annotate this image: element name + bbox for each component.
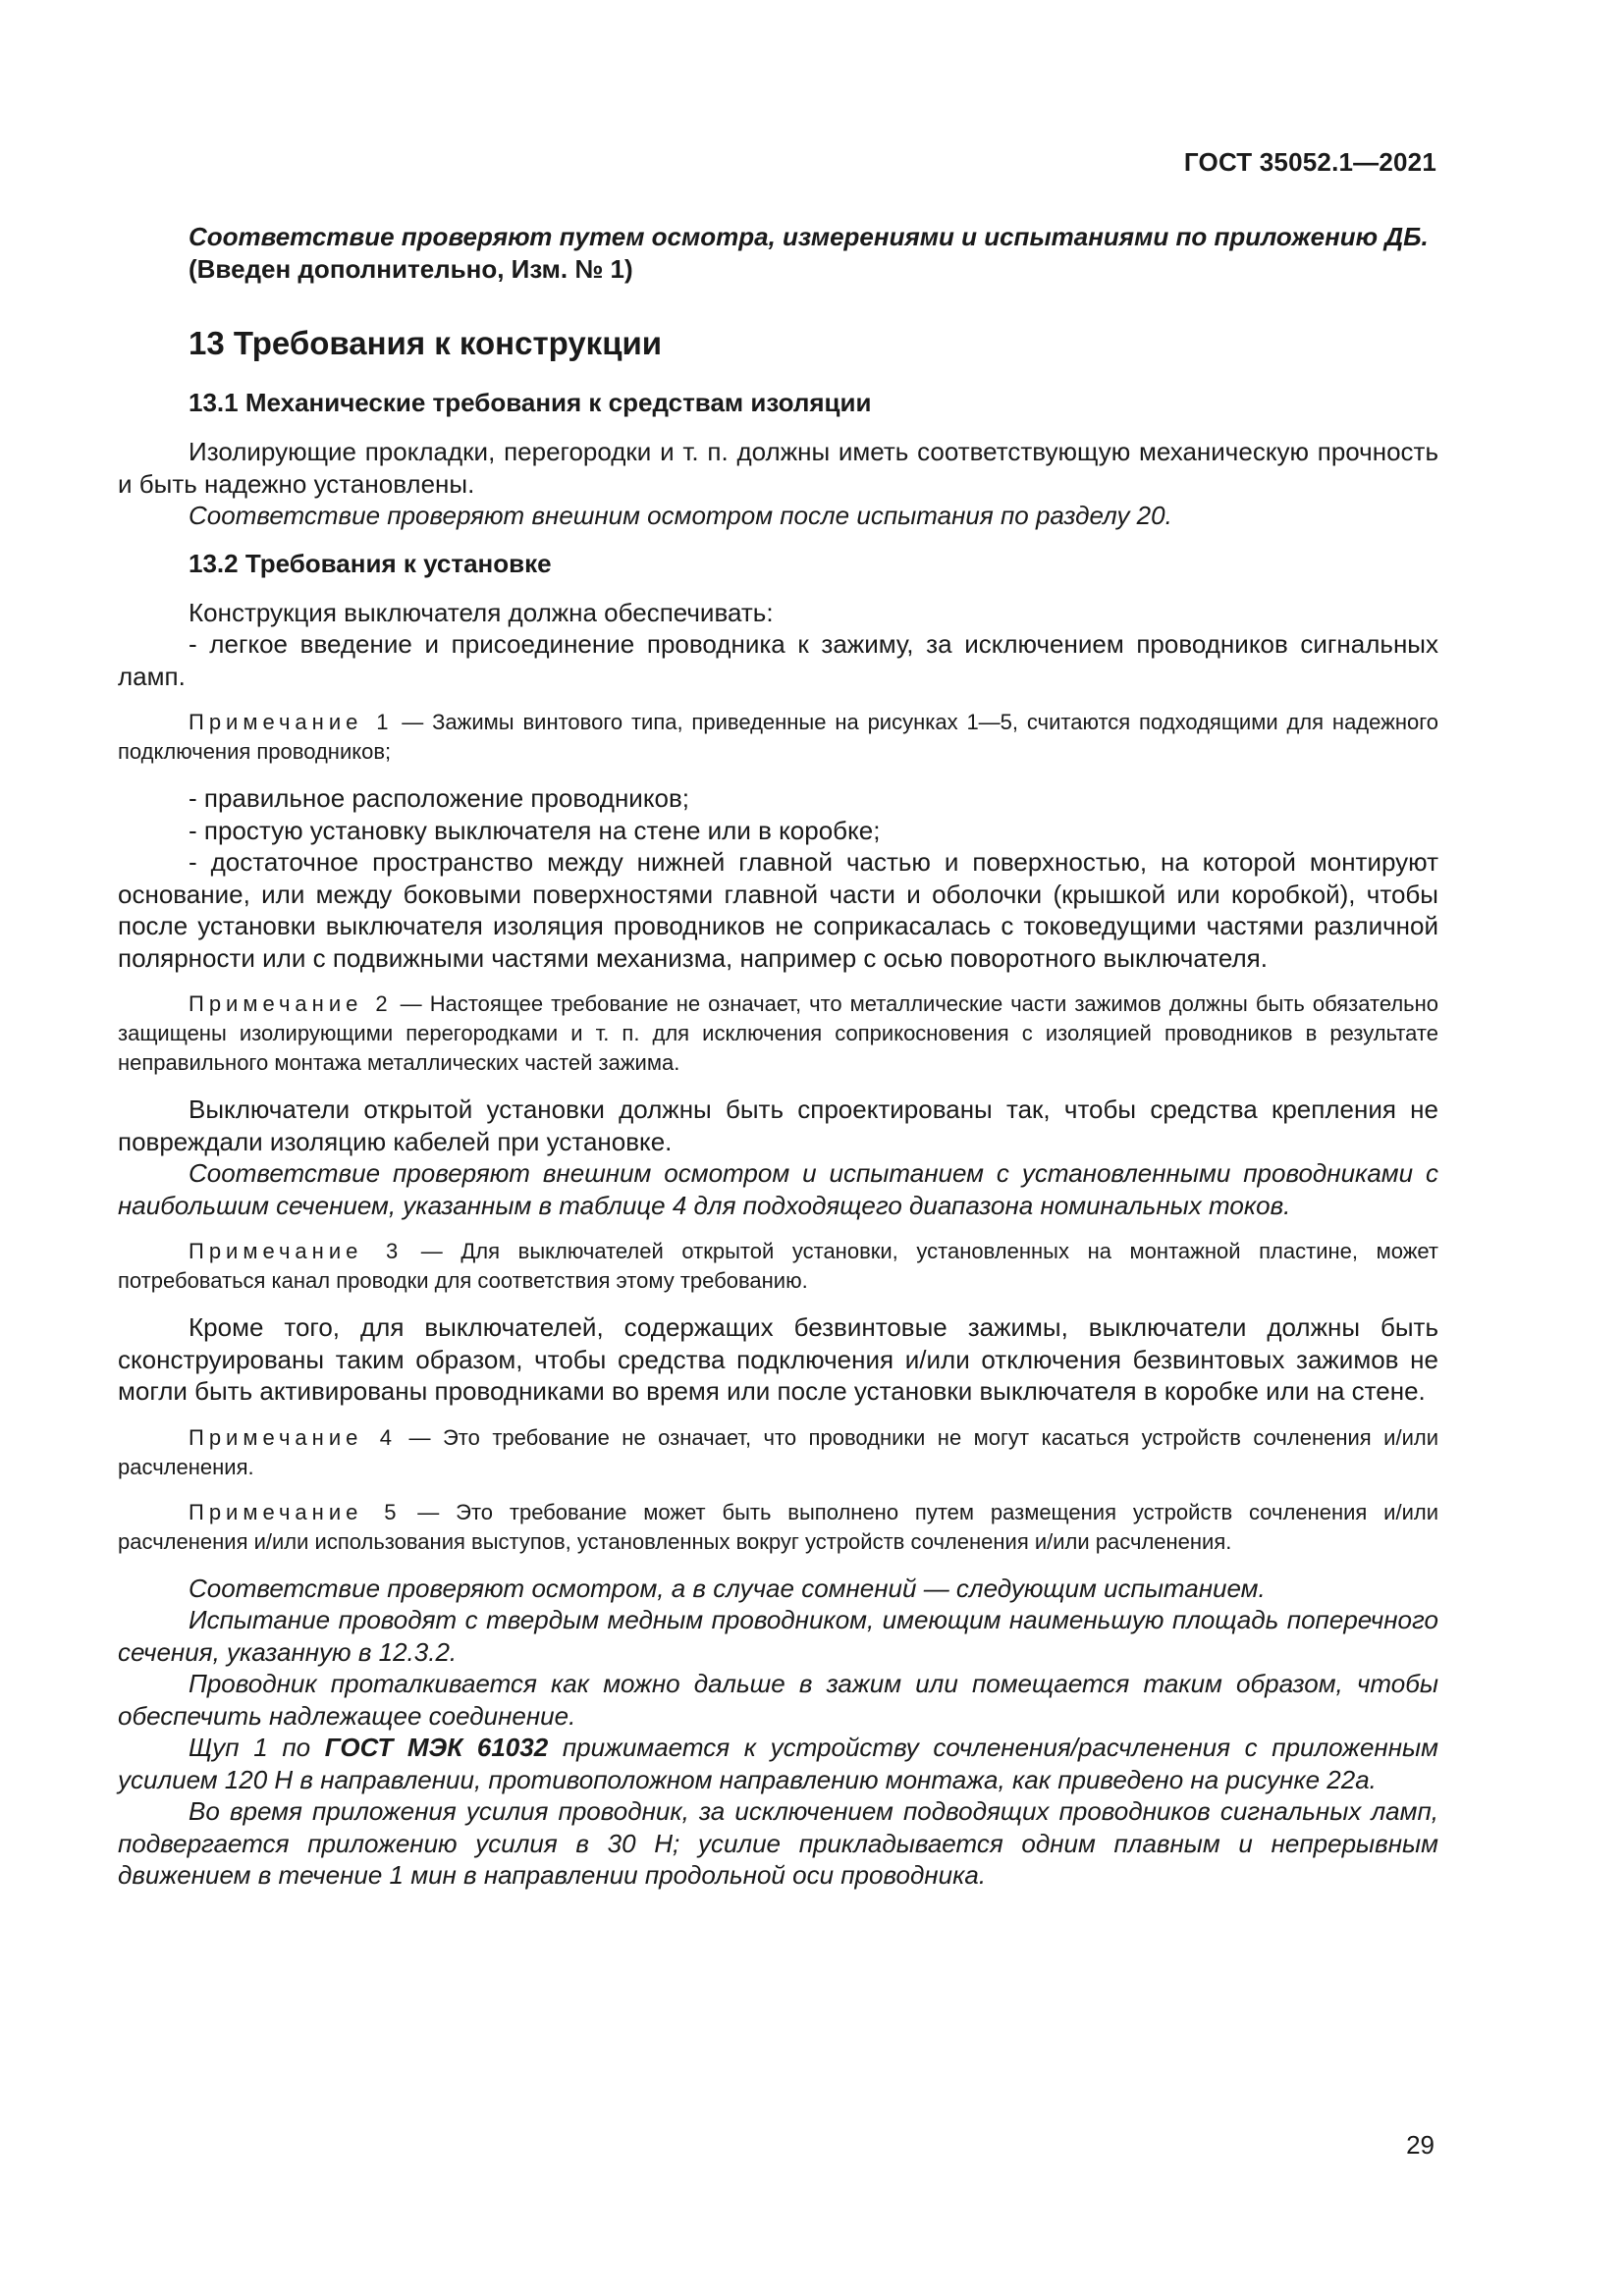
note-4 — [118, 1423, 1438, 1482]
list-item: - простую установку выключателя на стене или в коробке; — [189, 815, 881, 845]
note-label: Примечание 2 — [189, 991, 393, 1016]
note-text: — Зажимы винтового типа, приведенные на рисунках 1—5, считаются подходящими для надежного подключения проводников; — [118, 710, 1439, 764]
note-label: Примечание 5 — [189, 1499, 402, 1524]
note-label: Примечание 3 — [189, 1239, 404, 1263]
paragraph: Конструкция выключателя должна обеспечивать: — [189, 597, 774, 627]
compliance-paragraph: Соответствие проверяют путем осмотра, измерениями и испытаниями по приложению ДБ. — [189, 222, 1429, 251]
note-1 — [118, 708, 1438, 767]
subsection-heading-13-2: 13.2 Требования к установке — [189, 548, 552, 578]
note-text: — Это требование не означает, что проводники не могут касаться устройств сочленения и/или расчленения. — [118, 1424, 1438, 1479]
paragraph: Кроме того, для выключателей, содержащих безвинтовые зажимы, выключатели должны быть сконструированы таким образом, чтобы средства подключения и/или отключения безвинтовых зажимов не могли быть активированы проводниками во время или после установки выключателя в коробке или на стене. — [118, 1312, 1438, 1406]
list-item: - легкое введение и присоединение проводника к зажиму, за исключением проводников сигнальных ламп. — [118, 629, 1438, 691]
list-item: - правильное расположение проводников; — [189, 783, 689, 813]
note-label: Примечание 4 — [189, 1424, 398, 1450]
test-paragraph: Проводник проталкивается как можно дальше в зажим или помещается таким образом, чтобы обеспечить надлежащее соединение. — [118, 1669, 1438, 1731]
note-5 — [118, 1498, 1438, 1557]
text-fragment: Щуп 1 по — [189, 1733, 325, 1762]
text-fragment: прижимается к устройству сочленения/расчленения с приложенным усилием 120 Н в направлении, противоположном направлению монтажа, как приведено на рисунке 22а. — [118, 1733, 1438, 1794]
paragraph: Изолирующие прокладки, перегородки и т. п. должны иметь соответствующую механическую прочность и быть надежно установлены. — [118, 437, 1438, 499]
note-2 — [118, 989, 1438, 1078]
paragraph: Выключатели открытой установки должны быть спроектированы так, чтобы средства крепления не повреждали изоляцию кабелей при установке. — [118, 1095, 1438, 1156]
page-number: 29 — [1406, 2130, 1435, 2160]
test-paragraph: Испытание проводят с твердым медным проводником, имеющим наименьшую площадь поперечного сечения, указанную в 12.3.2. — [118, 1605, 1438, 1667]
document-code: ГОСТ 35052.1—2021 — [1183, 147, 1436, 177]
note-text: — Это требование может быть выполнено путем размещения устройств сочленения и/или расчленения и/или использования выступов, установленных вокруг устройств сочленения и/или расчленения. — [118, 1499, 1438, 1554]
compliance-paragraph: Соответствие проверяют внешним осмотром и испытанием с установленными проводниками с наибольшим сечением, указанным в таблице 4 для подходящего диапазона номинальных токов. — [118, 1158, 1438, 1220]
note-label: Примечание 1 — [189, 710, 394, 734]
section-heading: 13 Требования к конструкции — [189, 325, 663, 361]
standard-reference: ГОСТ МЭК 61032 — [324, 1733, 549, 1762]
test-paragraph — [118, 1732, 1438, 1795]
note-text: — Настоящее требование не означает, что металлические части зажимов должны быть обязательно защищены изолирующими перегородками и т. п. для исключения соприкосновения с изоляцией проводников в результате неправильного монтажа металлических частей зажима. — [118, 991, 1439, 1075]
list-item: - достаточное пространство между нижней главной частью и поверхностью, на которой монтируют основание, или между боковыми поверхностями главной части и оболочки (крышкой или коробкой), чтобы после установки выключателя изоляция проводников не соприкасалась с токоведущими частями различной полярности или с подвижными частями механизма, например с осью поворотного выключателя. — [118, 847, 1438, 973]
note-3 — [118, 1237, 1438, 1296]
note-text: — Для выключателей открытой установки, установленных на монтажной пластине, может потребоваться канал проводки для соответствия этому требованию. — [118, 1239, 1438, 1293]
compliance-paragraph: Соответствие проверяют внешним осмотром после испытания по разделу 20. — [189, 501, 1172, 530]
subsection-heading-13-1: 13.1 Механические требования к средствам изоляции — [189, 388, 872, 417]
amendment-note: (Введен дополнительно, Изм. № 1) — [189, 253, 633, 284]
page-content — [118, 221, 1438, 1892]
compliance-paragraph: Соответствие проверяют осмотром, а в случае сомнений — следующим испытанием. — [189, 1573, 1266, 1603]
test-paragraph: Во время приложения усилия проводник, за исключением подводящих проводников сигнальных ламп, подвергается приложению усилия в 30 Н; усилие прикладывается одним плавным и непрерывным движением в течение 1 мин в направлении продольной оси проводника. — [118, 1796, 1438, 1890]
